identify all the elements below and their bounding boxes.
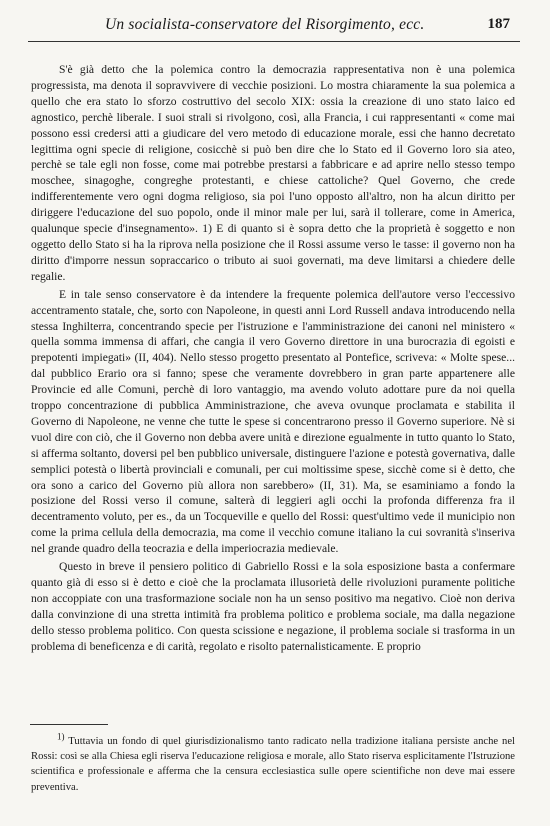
page-number: 187 — [487, 16, 510, 32]
body-text — [31, 62, 515, 655]
running-head — [105, 16, 510, 38]
footnote-marker: 1) — [57, 731, 65, 742]
header-rule — [28, 41, 520, 42]
paragraph: E in tale senso conservatore è da intendere la frequente polemica dell'autore verso l'eccessivo accentramento statale, che, sorto con Napoleone, in questi anni Lord Russell andava introducendo nella stessa Inghilterra, concentrando specie per l'istruzione e l'amministrazione dei canoni nel ministero « quella somma immensa di affari, che cangia il vero Governo direttore in una burocrazia di egoisti e prepotenti impiegati» (II, 404). Nello stesso progetto presentato al Pontefice, scriveva: « Molte spese... dal pubblico Erario ora si fanno; spese che veramente dovrebbero in gran parte appartenere alle Provincie ed alle Comuni, perchè di loro vantaggio, ma avendo voluto adottare pure da noi quella troppo concentrazione di pubblica Amministrazione, che aveva ovunque proclamata e stabilita il Governo di Napoleone, ne venne che tutte le spese si concentrarono presso il Governo superiore. Nè si vuol dire con ciò, che il Governo non debba avere unità e direzione egualmente in tutto quanto lo Stato, si afferma soltanto, doversi pel ben pubblico universale, distinguere l'azione e potestà governativa, dalle semplici potestà o libertà provinciali e comunali, per cui moltissime spese, sicchè come si è detto, che ora sono a carico del Governo più allora non sarebbero» (II, 31). Ma, se esaminiamo a fondo la posizione del Rossi verso il comune, salterà di leggieri agli occhi la profonda differenza fra il decentramento voluto, per es., da un Tocqueville e quello del Rossi: quest'ultimo vede il municipio non come la prima cellula della democrazia, ma come il vecchio comune italiano la cui sovranità s'inseriva nel grande quadro della teocrazia e della imperiocrazia medievale. — [31, 287, 515, 556]
running-title: Un socialista-conservatore del Risorgimento, ecc. — [105, 16, 425, 33]
footnote-rule — [30, 724, 108, 725]
paragraph: S'è già detto che la polemica contro la democrazia rappresentativa non è una polemica progressista, ma denota il sopravvivere di vecchie posizioni. Lo mostra chiaramente la sua polemica a quello che era stato lo sforzo costruttivo del secolo XIX: ossia la creazione di uno stato laico ed agnostico, perchè liberale. I suoi strali si rivolgono, così, alla Francia, i cui rappresentanti « come mai possono essi credersi atti a giudicare del vero metodo di educazione morale, essi che hanno decretato legittima ogni specie di religione, cosicchè si può ben dire che lo Stato ed il Governo loro sia ateo, perchè se tale egli non fosse, come mai potrebbe prestarsi a fabbricare e ad aprire nello stesso tempo moschee, sinagoghe, congreghe protestanti, e chiese cattoliche? Quel Governo, che crede indifferentemente vero ogni dogma religioso, sia poi l'uno opposto all'altro, non ha alcun diritto per diriggere l'educazione del suo popolo, onde il minor male per lui, sarà il tollerare, come in America, qualunque specie d'insegnamento». 1) E di quanto si è sopra detto che la proprietà è soggetto e non oggetto dello Stato si ha la riprova nella posizione che il Rossi assume verso le tasse: il governo non ha diritto d'imporre nessun sopraccarico o tributo ai suoi governati, ma deve limitarsi a chiedere delle regalie. — [31, 63, 515, 283]
footnote — [31, 731, 515, 795]
footnote-text: Tuttavia un fondo di quel giurisdizionalismo tanto radicato nella tradizione italiana persiste anche nel Rossi: così se alla Chiesa egli riserva l'educazione religiosa e morale, allo Stato riserva esplicitamente l'Istruzione scientifica e professionale e afferma che la censura ecclesiastica sulle opere scientifiche non deve mai essere preventiva. — [31, 736, 515, 793]
paragraph: Questo in breve il pensiero politico di Gabriello Rossi e la sola esposizione basta a confermare quanto già di esso si è detto e cioè che la proclamata illusorietà delle rivoluzioni puramente politiche non accoppiate con una trasformazione sociale non ha un senso positivo ma negativo. Cioè non deriva dalla convinzione di una stretta intimità fra problema politico e problema sociale, ma dalla negazione dello stesso problema politico. Con questa scissione e negazione, il problema sociale si trasforma in un problema di beneficenza e di carità, regolato e risolto paternalisticamente. E proprio — [31, 560, 515, 653]
